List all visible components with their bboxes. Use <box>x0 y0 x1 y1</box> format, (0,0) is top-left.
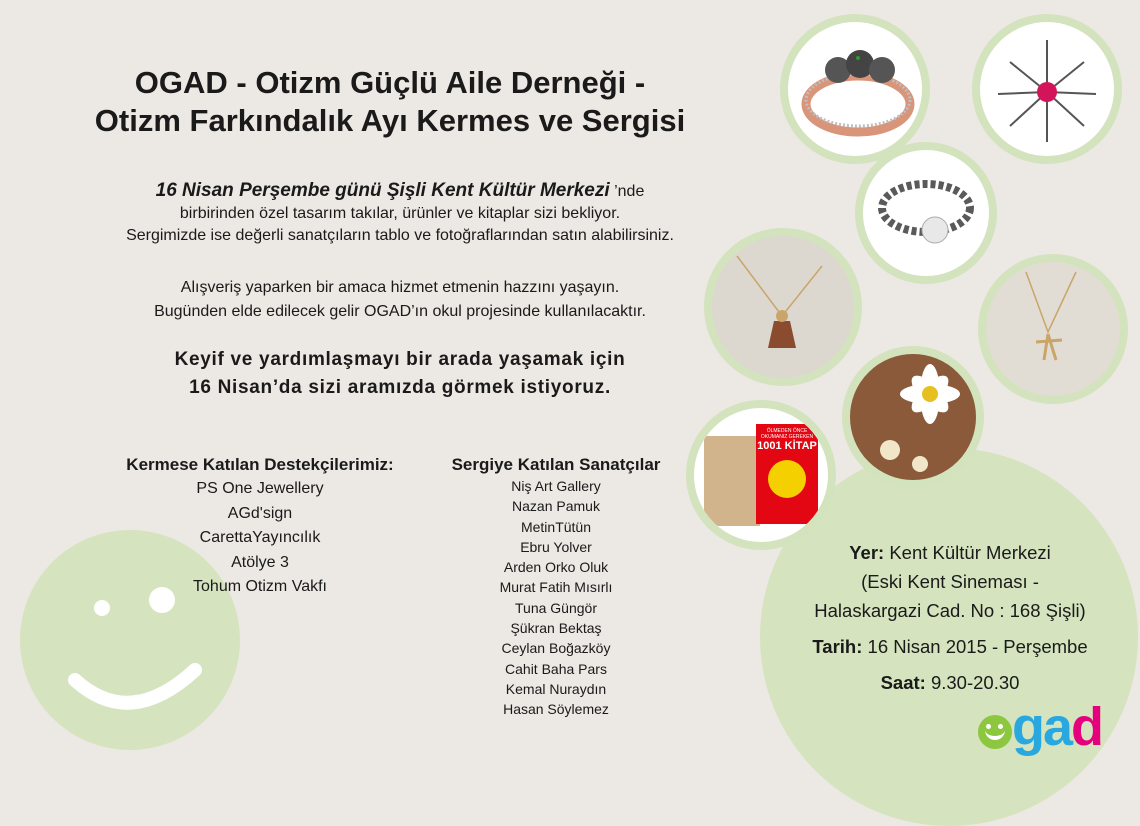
title-line-1: OGAD - Otizm Güçlü Aile Derneği - <box>134 65 646 100</box>
time-value: 9.30-20.30 <box>925 672 1020 693</box>
book-subtitle: ÖLMEDEN ÖNCE OKUMANIZ GEREKEN <box>760 428 814 440</box>
paragraph-2-line-2: Bugünden elde edilecek gelir OGAD’ın okul projesinde kullanılacaktır. <box>154 303 646 320</box>
daisy-icon <box>850 354 976 480</box>
time-label: Saat: <box>880 672 926 693</box>
list-item: AGd'sign <box>227 504 293 522</box>
place-value: Kent Kültür Merkezi <box>884 542 1051 563</box>
list-item: Niş Art Gallery <box>511 478 601 494</box>
page-title <box>40 64 740 140</box>
artists-title: Sergiye Katılan Sanatçılar <box>451 455 661 474</box>
artists-section <box>438 455 674 720</box>
list-item: Tuna Güngör <box>515 599 597 616</box>
list-item: PS One Jewellery <box>196 480 324 497</box>
list-item: Ebru Yolver <box>520 538 592 555</box>
book-face-icon <box>768 460 806 498</box>
logo-letter-d: d <box>1071 697 1103 757</box>
supporters-title: Kermese Katılan Destekçilerimiz: <box>126 455 394 474</box>
list-item: Atölye 3 <box>231 553 289 571</box>
logo-smiley-icon <box>978 715 1012 749</box>
ring-photo <box>780 14 930 164</box>
list-item: Arden Orko Oluk <box>503 559 609 576</box>
intro-line-3: Sergimizde ise değerli sanatçıların tablo ve fotoğraflarından satın alabilirsiniz. <box>126 227 674 244</box>
invitation-line-2: 16 Nisan’da sizi aramızda görmek istiyoruz. <box>189 377 611 398</box>
book-cover-1001 <box>756 424 818 524</box>
list-item: MetinTütün <box>520 518 592 535</box>
intro-line-2: birbirinden özel tasarım takılar, ürünler ve kitaplar sizi bekliyor. <box>179 205 621 222</box>
address-line-1: (Eski Kent Sineması - <box>861 571 1039 592</box>
paragraph-2 <box>60 276 740 324</box>
intro-paragraph <box>60 180 740 247</box>
pendant-photo <box>972 14 1122 164</box>
invitation-line-1: Keyif ve yardımlaşmayı bir arada yaşamak için <box>174 349 626 370</box>
ogad-logo <box>978 697 1103 757</box>
flowers-photo <box>842 346 984 488</box>
list-item: Tohum Otizm Vakfı <box>193 578 327 595</box>
date-value: 16 Nisan 2015 - Perşembe <box>862 636 1088 657</box>
list-item: Murat Fatih Mısırlı <box>499 579 613 596</box>
list-item: Şükran Bektaş <box>510 620 602 637</box>
list-item: Cahit Baha Pars <box>505 660 607 677</box>
supporters-section <box>110 455 410 600</box>
pendant-icon <box>980 22 1114 156</box>
invitation-text <box>40 346 760 402</box>
list-item: Kemal Nuraydın <box>505 680 607 697</box>
book-cover-left <box>704 436 760 526</box>
bracelet-photo <box>855 142 997 284</box>
bracelet-icon <box>863 150 989 276</box>
event-info <box>780 538 1120 697</box>
intro-suffix: ’nde <box>609 183 645 200</box>
artists-list <box>438 476 674 720</box>
list-item: Ceylan Boğazköy <box>501 640 611 657</box>
list-item: Hasan Söylemez <box>503 701 609 718</box>
ring-icon <box>788 22 922 156</box>
date-label: Tarih: <box>812 636 863 657</box>
books-photo <box>686 400 836 550</box>
supporters-list <box>110 477 410 600</box>
address-line-2: Halaskargazi Cad. No : 168 Şişli) <box>814 600 1086 621</box>
paragraph-2-line-1: Alışveriş yaparken bir amaca hizmet etmenin hazzını yaşayın. <box>180 279 620 296</box>
dancer-charm-icon <box>986 262 1120 396</box>
logo-letter-a: a <box>1043 697 1072 757</box>
book-title: 1001 KİTAP <box>757 440 817 452</box>
list-item: Nazan Pamuk <box>512 498 600 515</box>
title-line-2: Otizm Farkındalık Ayı Kermes ve Sergisi <box>94 103 686 138</box>
place-label: Yer: <box>849 542 885 563</box>
intro-highlight: 16 Nisan Perşembe günü Şişli Kent Kültür Merkezi <box>155 180 610 201</box>
necklace-dancer-photo <box>978 254 1128 404</box>
logo-letter-g: g <box>1012 697 1043 757</box>
list-item: CarettaYayıncılık <box>199 529 321 546</box>
